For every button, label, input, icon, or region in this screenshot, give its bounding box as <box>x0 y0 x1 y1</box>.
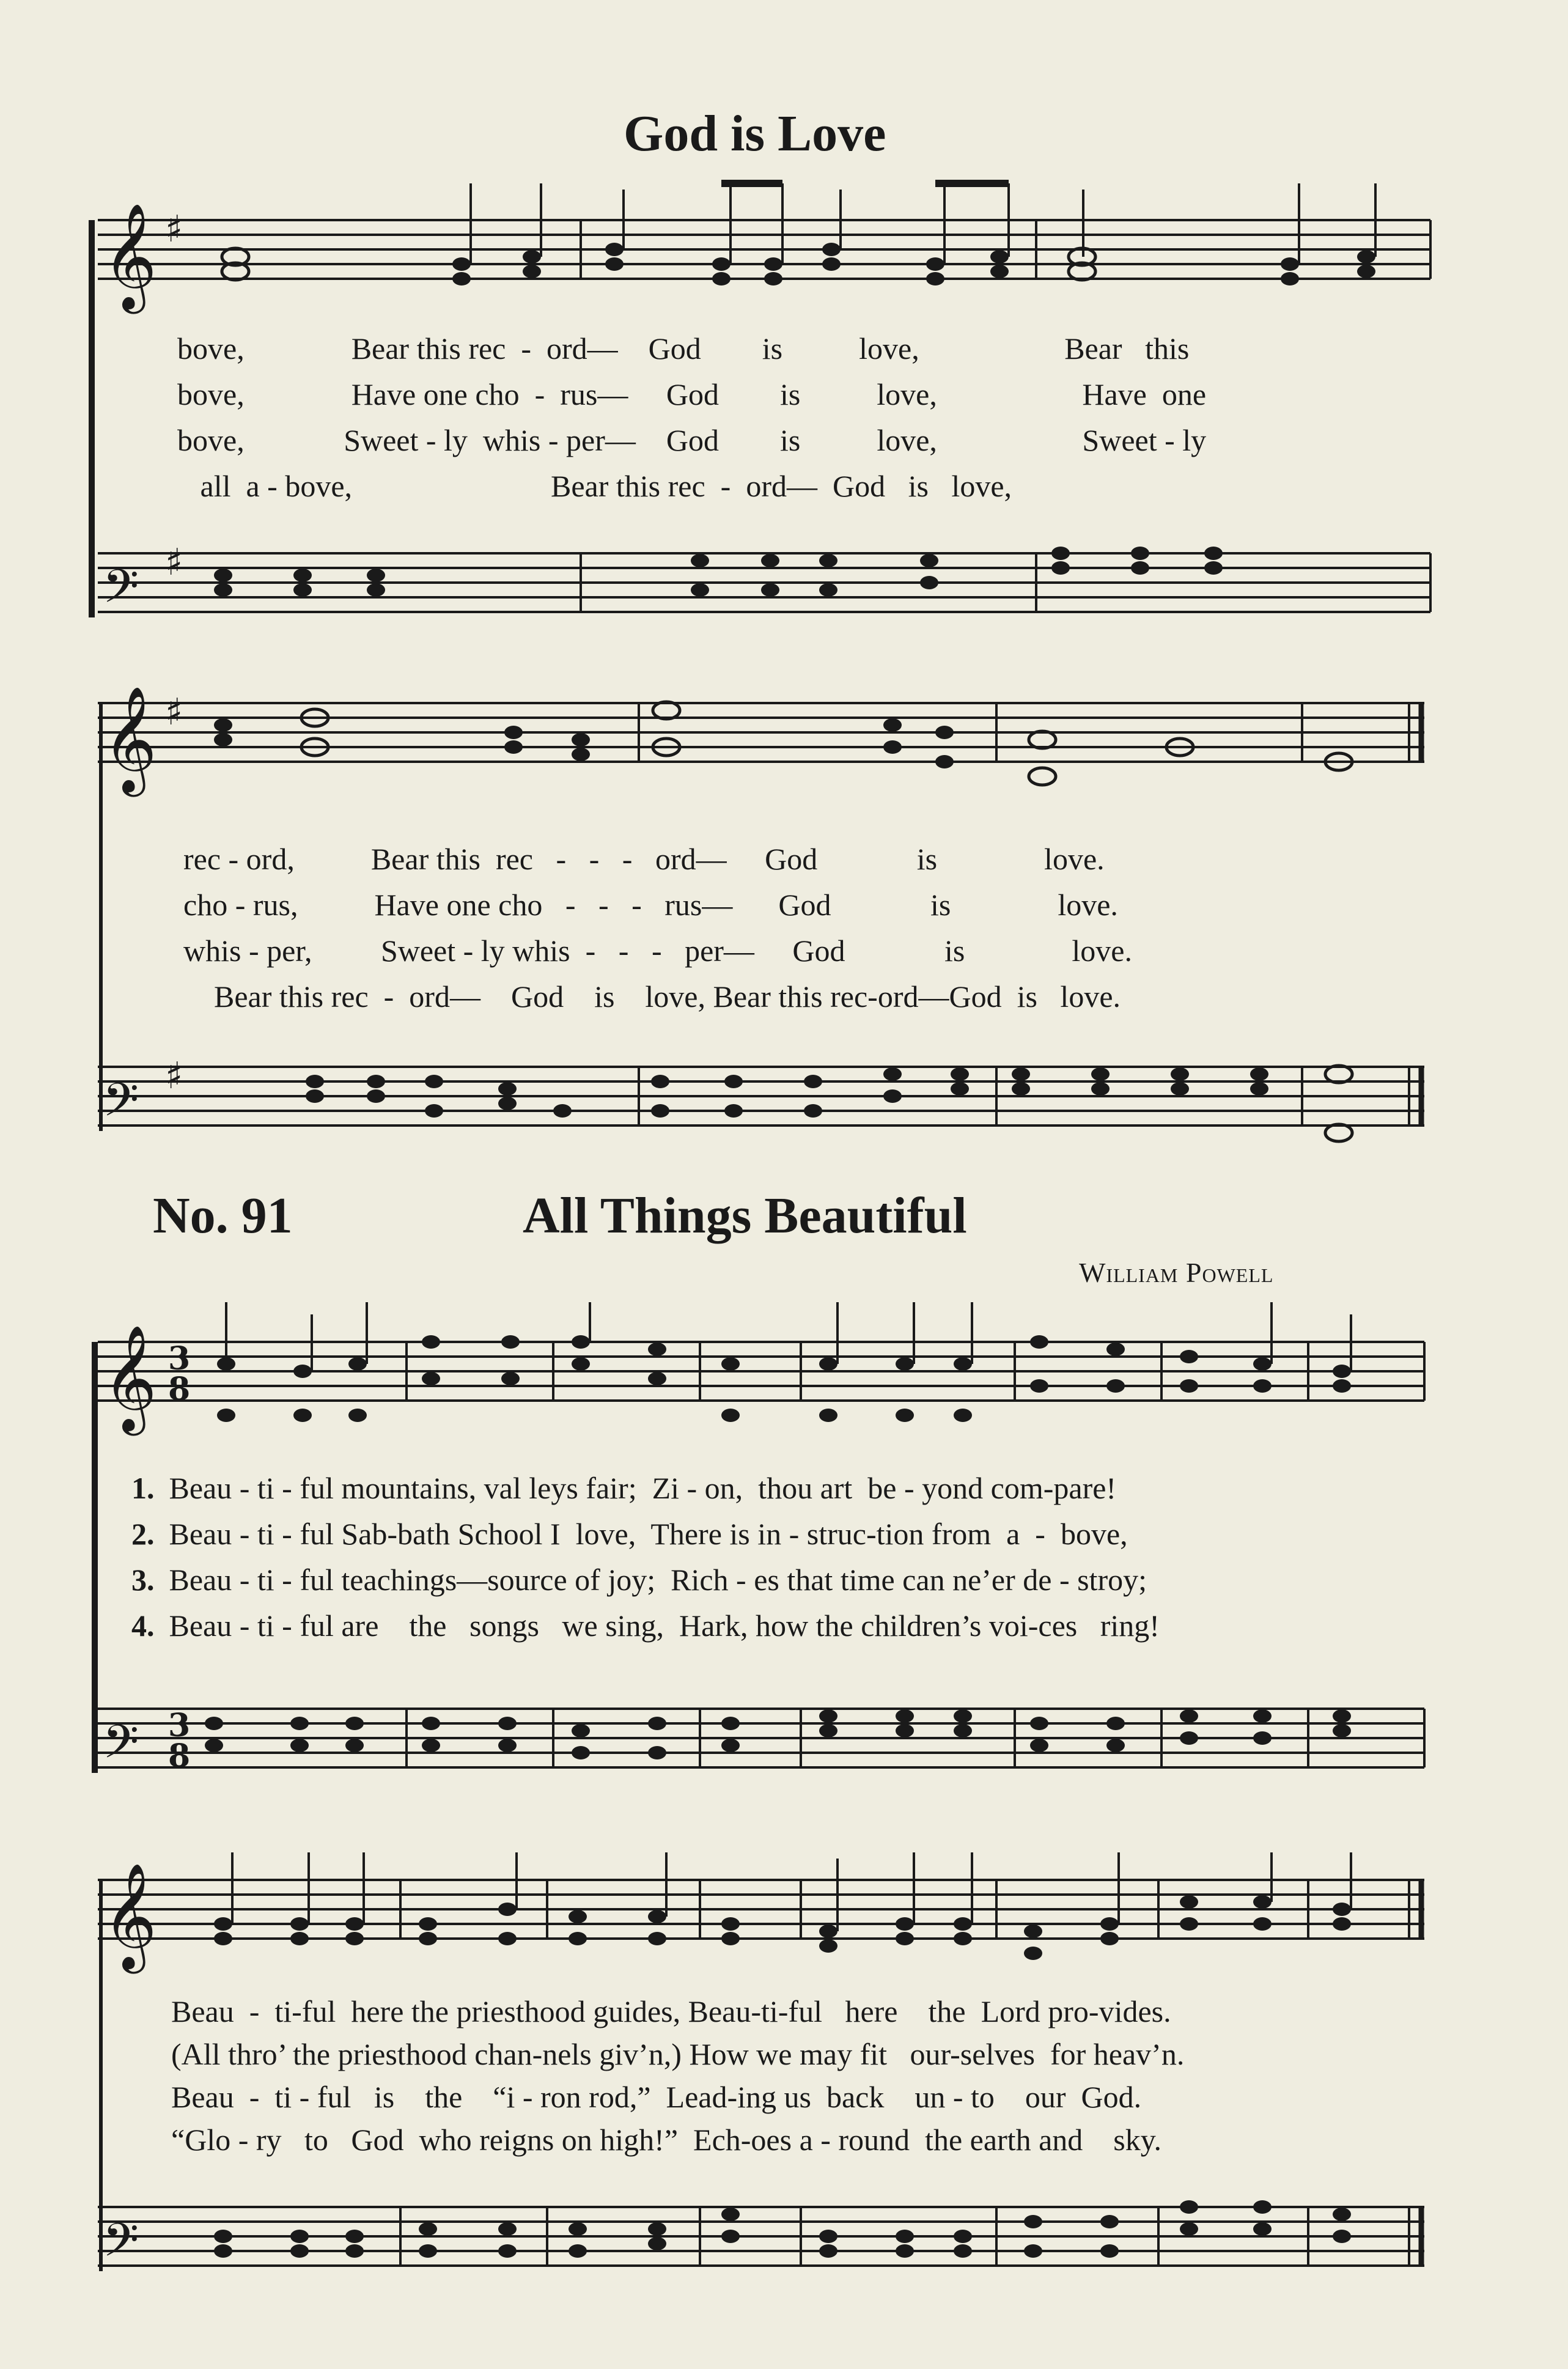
verse-text: Beau - ti - ful are the songs we sing, Hark, how the children’s voi-ces ring! <box>169 1608 1160 1643</box>
sharp-icon: ♯ <box>165 208 183 251</box>
song1-sys2-treble-staff <box>98 703 1424 762</box>
verse-line-1 <box>131 1470 1116 1506</box>
lyric-line-verse3: whis - per, Sweet - ly whis - - - per— God is love. <box>183 934 1132 968</box>
song-title: God is Love <box>624 105 886 162</box>
lyric-line-verse1: bove, Bear this rec - ord— God is love, Bear this <box>177 331 1190 366</box>
time-signature-bottom: 8 <box>168 1371 191 1408</box>
lyric-line-verse2: bove, Have one cho - rus— God is love, Have one <box>177 377 1207 411</box>
sharp-icon: ♯ <box>165 541 183 584</box>
verse-number: 1. <box>131 1471 155 1505</box>
song-title: All Things Beautiful <box>523 1187 967 1244</box>
verse-number: 2. <box>131 1517 155 1551</box>
verse-line-3 <box>131 1562 1147 1597</box>
time-signature-bottom: 8 <box>168 1737 191 1775</box>
treble-clef-icon: 𝄞 <box>103 1325 157 1431</box>
bass-clef-icon: 𝄢 <box>103 1715 139 1780</box>
treble-clef-icon: 𝄞 <box>103 1863 157 1969</box>
treble-clef-icon: 𝄞 <box>103 203 157 309</box>
bass-clef-icon: 𝄢 <box>103 559 139 625</box>
time-signature-top: 3 <box>168 1340 191 1377</box>
verse-number: 4. <box>131 1608 155 1643</box>
note-heads <box>205 243 1375 2258</box>
lyric-line-alto: Bear this rec - ord— God is love, Bear this rec-ord—God is love. <box>183 979 1121 1014</box>
lyric-line-alto: all a - bove, Bear this rec - ord— God is love, <box>177 469 1012 503</box>
song1-sys1-treble-staff <box>98 220 1430 279</box>
bass-clef-icon: 𝄢 <box>103 1073 139 1138</box>
verse-line-4: “Glo - ry to God who reigns on high!” Ech-oes a - round the earth and sky. <box>171 2123 1161 2157</box>
verse-line-3: Beau - ti - ful is the “i - ron rod,” Lead-ing us back un - to our God. <box>171 2080 1142 2114</box>
lyric-line-verse3: bove, Sweet - ly whis - per— God is love, Sweet - ly <box>177 423 1207 457</box>
verse-line-4 <box>131 1608 1160 1643</box>
verse-text: Beau - ti - ful mountains, val leys fair; Zi - on, thou art be - yond com-pare! <box>169 1471 1117 1505</box>
composer-credit: William Powell <box>1079 1257 1274 1288</box>
treble-clef-icon: 𝄞 <box>103 686 157 792</box>
verse-text: Beau - ti - ful teachings—source of joy; Rich - es that time can ne’er de - stroy; <box>169 1563 1147 1597</box>
verse-number: 3. <box>131 1563 155 1597</box>
sharp-icon: ♯ <box>165 691 183 734</box>
verse-line-1: Beau - ti-ful here the priesthood guides, Beau-ti-ful here the Lord pro-vides. <box>171 1994 1171 2028</box>
hymn-number: No. 91 <box>153 1187 293 1244</box>
sharp-icon: ♯ <box>165 1055 183 1097</box>
song1-sys2-bass-staff <box>98 1067 1424 1126</box>
bass-clef-icon: 𝄢 <box>103 2213 139 2279</box>
lyric-line-verse2: cho - rus, Have one cho - - - rus— God is love. <box>183 888 1118 922</box>
verse-text: Beau - ti - ful Sab-bath School I love, There is in - struc-tion from a - bove, <box>169 1517 1128 1551</box>
lyric-line-verse1: rec - ord, Bear this rec - - - ord— God is love. <box>183 842 1105 876</box>
verse-line-2: (All thro’ the priesthood chan-nels giv’n,) How we may fit our-selves for heav’n. <box>171 2037 1185 2071</box>
verse-line-2 <box>131 1516 1128 1552</box>
time-signature-top: 3 <box>168 1707 191 1744</box>
